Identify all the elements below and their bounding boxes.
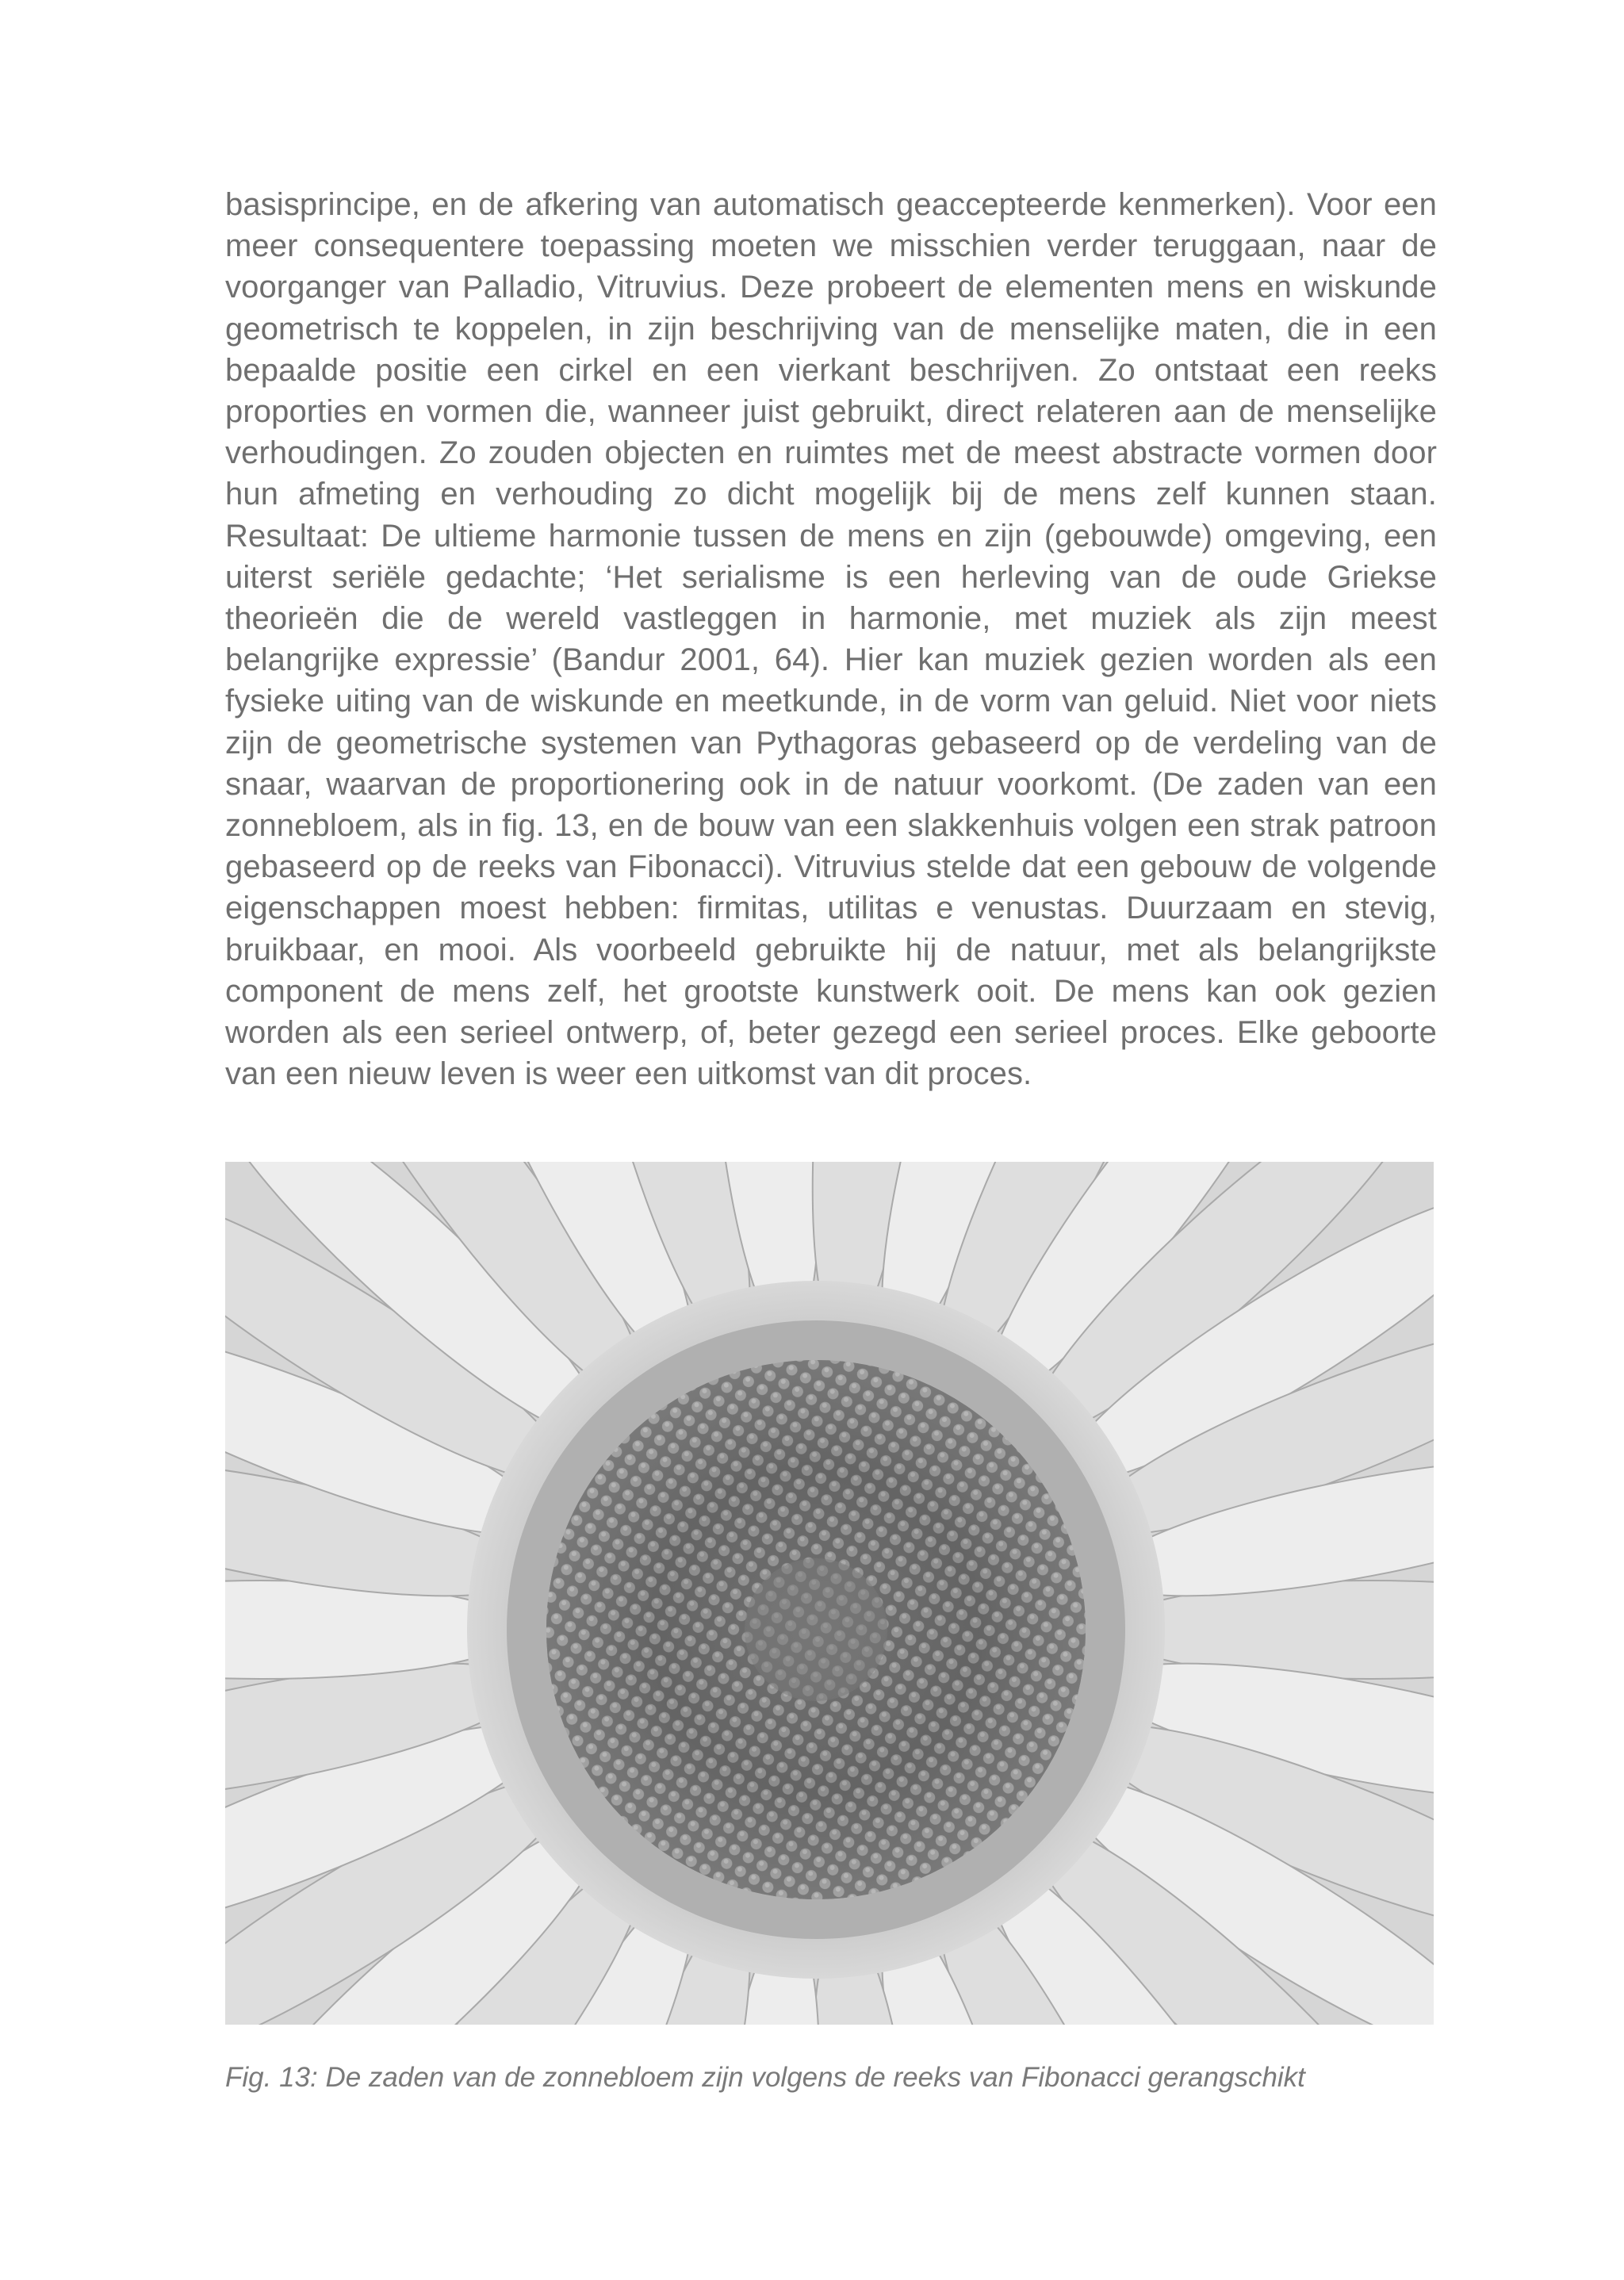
sunflower-photo	[225, 1162, 1434, 2025]
seed-center	[745, 1558, 887, 1701]
figure-caption: Fig. 13: De zaden van de zonnebloem zijn volgens de reeks van Fibonacci gerangschikt	[225, 2062, 1305, 2093]
body-paragraph: basisprincipe, en de afkering van automatisch geaccepteerde kenmerken). Voor een meer consequentere toepassing moeten we misschien verder teruggaan, naar de voorganger van Palladio, Vitruvius. Deze probeert de elementen mens en wiskunde geometrisch te koppelen, in zijn beschrijving van de menselijke maten, die in een bepaalde positie een cirkel en een vierkant beschrijven. Zo ontstaat een reeks proporties en vormen die, wanneer juist gebruikt, direct relateren aan de menselijke verhoudingen. Zo zouden objecten en ruimtes met de meest abstracte vormen door hun afmeting en verhouding zo dicht mogelijk bij de mens zelf kunnen staan. Resultaat: De ultieme harmonie tussen de mens en zijn (gebouwde) omgeving, een uiterst seriële gedachte; ‘Het serialisme is een herleving van de oude Griekse theorieën die de wereld vastleggen in harmonie, met muziek als zijn meest belangrijke expressie’ (Bandur 2001, 64). Hier kan muziek gezien worden als een fysieke uiting van de wiskunde en meetkunde, in de vorm van geluid. Niet voor niets zijn de geometrische systemen van Pythagoras gebaseerd op de verdeling van de snaar, waarvan de proportionering ook in de natuur voorkomt. (De zaden van een zonnebloem, als in fig. 13, en de bouw van een slakkenhuis volgen een strak patroon gebaseerd op de reeks van Fibonacci). Vitruvius stelde dat een gebouw de volgende eigenschappen moest hebben: firmitas, utilitas e venustas. Duurzaam en stevig, bruikbaar, en mooi. Als voorbeeld gebruikte hij de natuur, met als belangrijkste component de mens zelf, het grootste kunstwerk ooit. De mens kan ook gezien worden als een serieel ontwerp, of, beter gezegd een serieel proces. Elke geboorte van een nieuw leven is weer een uitkomst van dit proces.	[225, 187, 1437, 1092]
sunflower-image	[225, 1162, 1434, 2025]
